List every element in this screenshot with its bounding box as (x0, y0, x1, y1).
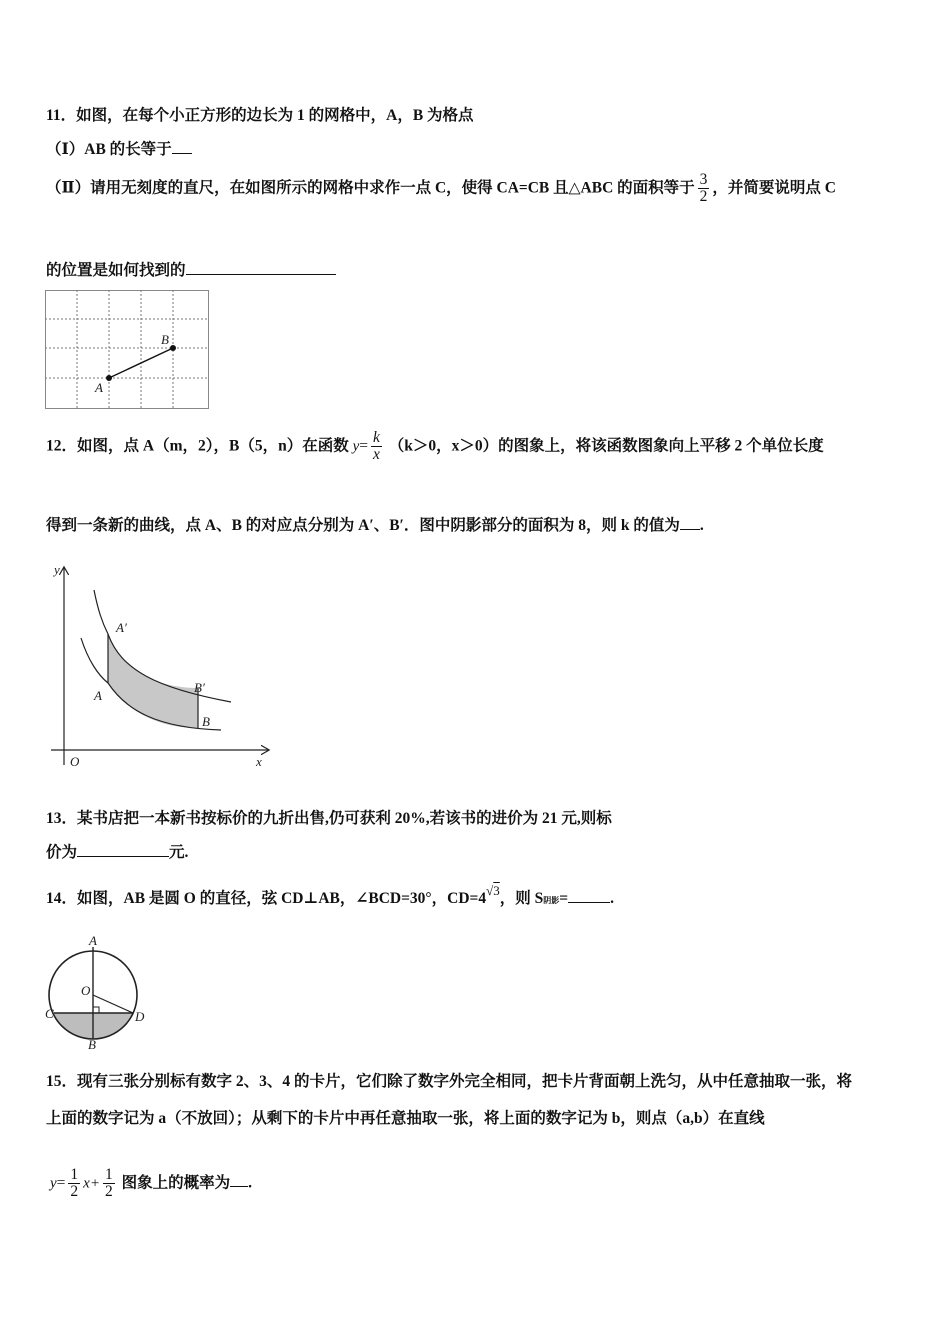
q11-part2-post: ，并简要说明点 C (712, 179, 836, 197)
q11-fraction (698, 172, 710, 206)
label-x: x (256, 754, 262, 769)
q12-func-fraction (371, 430, 382, 464)
right-angle-mark (93, 1007, 99, 1013)
label-a: A (95, 380, 103, 395)
q12-answer-blank (680, 515, 700, 530)
q12-graph-figure (46, 560, 276, 775)
label-b: B (88, 1037, 96, 1052)
point-a (106, 375, 112, 381)
label-b: B (202, 714, 210, 729)
point-b (170, 345, 176, 351)
q14-stem (46, 883, 614, 908)
q11-answer-blank-2 (186, 260, 336, 275)
q15-frac2-den: 2 (104, 1183, 113, 1201)
q12-line2-end: . (699, 517, 704, 534)
q15-eq-x: x+ (83, 1175, 100, 1192)
q14-end: . (610, 890, 614, 907)
q11-frac-num: 3 (699, 171, 708, 188)
q15-answer-blank (230, 1172, 248, 1187)
q11-part2-line2-text: 的位置是如何找到的 (46, 262, 186, 279)
q11-part1-text: （Ⅰ）AB 的长等于 (46, 141, 172, 158)
q15-line3 (50, 1167, 252, 1201)
q12-line2-text: 得到一条新的曲线，点 A、B 的对应点分别为 A′、B′．图中阴影部分的面积为 8，则 k 的值为 (46, 517, 680, 534)
q14-stem-mid: ，则 S (499, 890, 544, 907)
q15-frac2 (103, 1167, 115, 1201)
q12-func-den: x (373, 446, 380, 464)
label-y: y (54, 562, 60, 577)
q14-sqrt: √3 (486, 883, 500, 898)
q14-stem-post: = (559, 890, 569, 907)
label-c: C (45, 1006, 54, 1021)
q11-grid-border (46, 291, 209, 409)
label-b: B (161, 332, 169, 347)
q12-stem (46, 430, 824, 464)
q15-frac1-den: 2 (70, 1183, 79, 1201)
q15-line3-post: 图象上的概率为 (121, 1174, 231, 1192)
label-a: A (89, 933, 97, 948)
label-o: O (81, 983, 91, 998)
q12-func-y: y (352, 438, 360, 455)
q14-answer-blank (568, 888, 610, 903)
q15-frac2-num: 1 (104, 1166, 113, 1183)
q14-sub: 阴影 (543, 896, 560, 905)
q11-stem: 11．如图，在每个小正方形的边长为 1 的网格中，A，B 为格点 (46, 107, 474, 124)
q11-grid-figure (45, 290, 210, 410)
q12-stem-pre: 12．如图，点 A（m，2），B（5，n）在函数 (46, 437, 349, 455)
q13-line1: 13．某书店把一本新书按标价的九折出售,仍可获利 20%,若该书的进价为 21 元,则标 (46, 810, 612, 827)
label-d: D (135, 1009, 145, 1024)
q14-sqrt-val: 3 (493, 883, 500, 898)
q15-line1: 15．现有三张分别标有数字 2、3、4 的卡片，它们除了数字外完全相同，把卡片背面朝上洗匀，从中任意抽取一张，将 (46, 1073, 853, 1090)
q15-frac1 (68, 1167, 80, 1201)
q13-line2-post: 元. (169, 844, 189, 861)
q15-eq-y: y (50, 1175, 57, 1192)
q11-part2-line2 (46, 258, 336, 280)
q12-func-eq: = (359, 437, 368, 455)
q14-circle-figure (45, 935, 150, 1050)
shaded-region (108, 634, 198, 728)
q15-eq-eq: = (56, 1174, 66, 1192)
q15-line2: 上面的数字记为 a（不放回）；从剩下的卡片中再任意抽取一张，将上面的数字记为 b，则点（a,b）在直线 (46, 1110, 765, 1127)
q11-frac-den: 2 (699, 188, 708, 206)
q12-stem-post: （k＞0，x＞0）的图象上，将该函数图象向上平移 2 个单位长度 (388, 437, 824, 455)
q11-part2-pre: （Ⅱ）请用无刻度的直尺，在如图所示的网格中求作一点 C，使得 CA=CB 且△ABC 的面积等于 (46, 179, 695, 197)
q11-part1 (46, 137, 192, 159)
label-a: A (94, 688, 102, 703)
q14-stem-pre: 14．如图，AB 是圆 O 的直径，弦 CD⊥AB，∠BCD=30°，CD=4 (46, 890, 487, 907)
label-o: O (70, 754, 80, 769)
q11-part2 (46, 172, 836, 206)
label-b-prime: B′ (194, 680, 205, 695)
q13-answer-blank (77, 842, 169, 857)
q13-line2 (46, 840, 188, 862)
q15-end: . (248, 1174, 252, 1192)
q12-func-num: k (373, 429, 380, 446)
q13-line2-pre: 价为 (46, 844, 78, 861)
label-a-prime: A′ (116, 620, 127, 635)
q15-frac1-num: 1 (70, 1166, 79, 1183)
q12-line2 (46, 513, 704, 535)
q11-answer-blank-1 (172, 139, 192, 154)
